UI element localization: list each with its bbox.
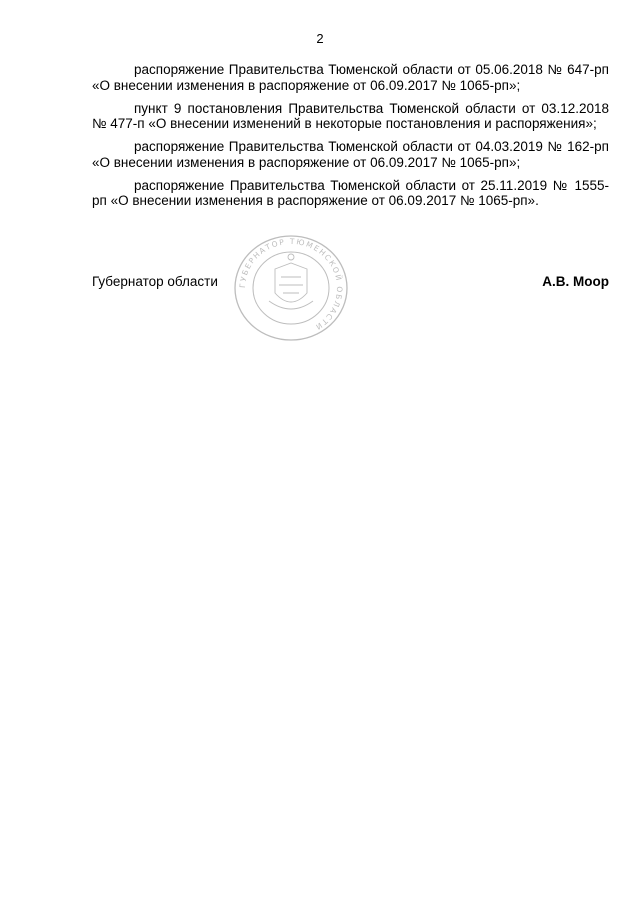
signature-block	[92, 274, 609, 294]
paragraph: распоряжение Правительства Тюменской области от 05.06.2018 № 647-рп «О внесении изменения в распоряжение от 06.09.2017 № 1065-рп»;	[92, 62, 609, 93]
paragraph: пункт 9 постановления Правительства Тюменской области от 03.12.2018 № 477-п «О внесении изменений в некоторые постановления и распоряжения»;	[92, 100, 609, 131]
signer-position: Губернатор области	[92, 274, 218, 289]
seal-ring-textpath: ГУБЕРНАТОР ТЮМЕНСКОЙ ОБЛАСТИ	[237, 236, 345, 333]
document-body	[92, 62, 609, 216]
paragraph: распоряжение Правительства Тюменской области от 04.03.2019 № 162-рп «О внесении изменения в распоряжение от 06.09.2017 № 1065-рп»;	[92, 139, 609, 170]
paragraph: распоряжение Правительства Тюменской области от 25.11.2019 № 1555-рп «О внесении изменения в распоряжение от 06.09.2017 № 1065-рп».	[92, 177, 609, 208]
page-number: 2	[316, 31, 324, 46]
signer-name: А.В. Моор	[542, 274, 609, 289]
